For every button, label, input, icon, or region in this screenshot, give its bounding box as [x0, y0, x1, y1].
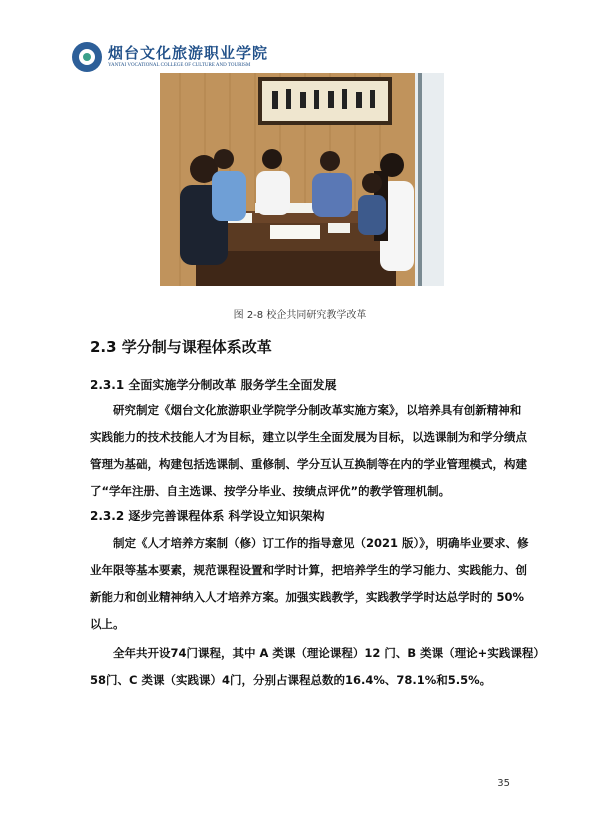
- college-name-cn: 烟台文化旅游职业学院: [108, 44, 269, 62]
- paragraph-line: 研究制定《烟台文化旅游职业学院学分制改革实施方案》，以培养具有创新精神和: [113, 403, 522, 417]
- subsection-heading-1: 2.3.1 全面实施学分制改革 服务学生全面发展: [90, 378, 337, 392]
- page-header: [72, 40, 268, 74]
- paragraph-line: 了“学年注册、自主选课、按学分毕业、按绩点评优”的教学管理机制。: [90, 484, 451, 498]
- paragraph-line: 管理为基础，构建包括选课制、重修制、学分互认互换制等在内的学业管理模式，构建: [90, 457, 527, 471]
- paragraph-line: 新能力和创业精神纳入人才培养方案。加强实践教学，实践教学学时达总学时的 50%: [90, 590, 525, 604]
- meeting-photo: [160, 73, 444, 286]
- college-logo-text: [108, 45, 268, 69]
- meeting-photo-illustration: [160, 73, 444, 286]
- subsection-heading-2: 2.3.2 逐步完善课程体系 科学设立知识架构: [90, 509, 325, 523]
- paragraph-3: [90, 640, 545, 694]
- paragraph-line: 以上。: [90, 617, 125, 631]
- paragraph-2: [90, 530, 529, 638]
- paragraph-line: 全年共开设74门课程，其中 A 类课（理论课程）12 门、B 类课（理论+实践课程）: [113, 646, 545, 660]
- section-heading: 2.3 学分制与课程体系改革: [90, 338, 272, 356]
- paragraph-line: 业年限等基本要素，规范课程设置和学时计算，把培养学生的学习能力、实践能力、创: [90, 563, 527, 577]
- college-name-en: YANTAI VOCATIONAL COLLEGE OF CULTURE AND TOURISM: [108, 63, 251, 68]
- paragraph-line: 实践能力的技术技能人才为目标，建立以学生全面发展为目标，以选课制为和学分绩点: [90, 430, 527, 444]
- paragraph-line: 58门、C 类课（实践课）4门，分别占课程总数的16.4%、78.1%和5.5%。: [90, 673, 492, 687]
- paragraph-line: 制定《人才培养方案制（修）订工作的指导意见（2021 版）》，明确毕业要求、修: [113, 536, 529, 550]
- college-logo-icon: [72, 42, 102, 72]
- figure-caption: 图 2-8 校企共同研究教学改革: [233, 310, 367, 321]
- page-number: 35: [497, 778, 510, 789]
- paragraph-1: [90, 397, 527, 505]
